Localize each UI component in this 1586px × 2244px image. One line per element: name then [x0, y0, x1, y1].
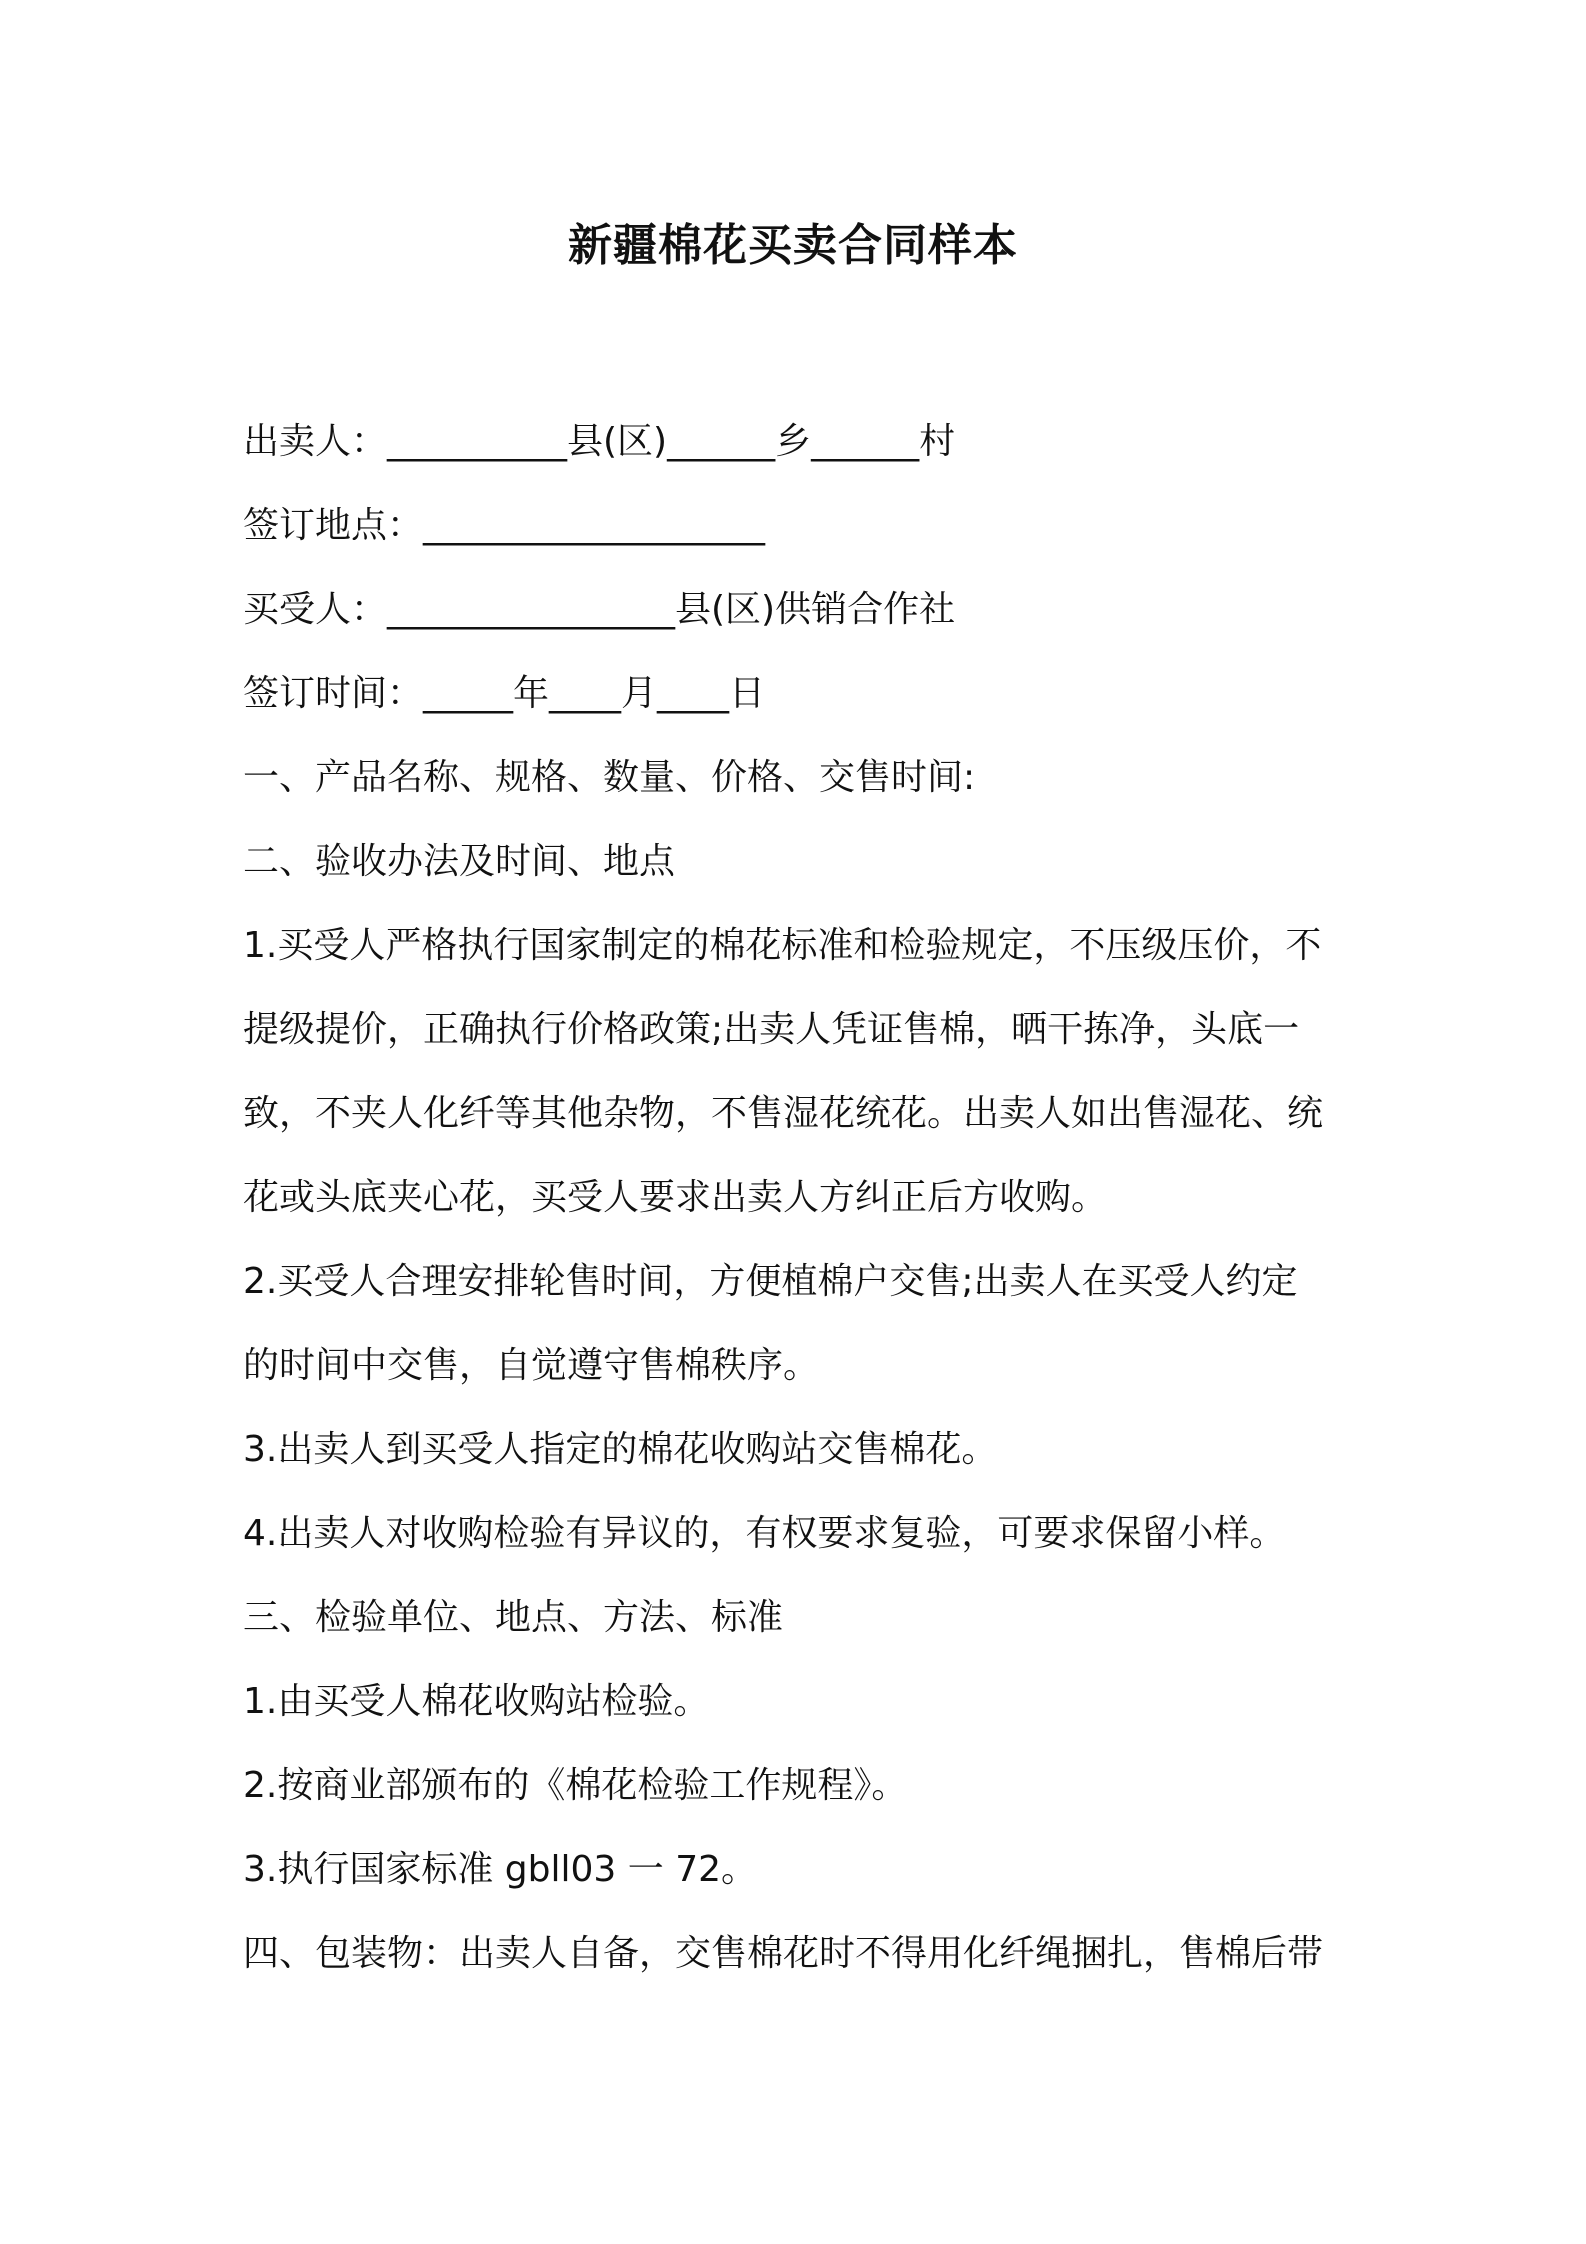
paragraph-line: 花或头底夹心花，买受人要求出卖人方纠正后方收购。	[243, 1177, 1108, 1218]
paragraph-line: 1.买受人严格执行国家制定的棉花标准和检验规定，不压级压价，不	[243, 925, 1322, 966]
paragraph-line: 提级提价，正确执行价格政策;出卖人凭证售棉，晒干拣净，头底一	[243, 1009, 1300, 1050]
section-heading: 四、包装物：出卖人自备，交售棉花时不得用化纤绳捆扎，售棉后带	[243, 1933, 1324, 1974]
buyer-line: 买受人：________________县(区)供销合作社	[243, 589, 956, 630]
paragraph-line: 2.买受人合理安排轮售时间，方便植棉户交售;出卖人在买受人约定	[243, 1261, 1298, 1302]
seller-line: 出卖人：__________县(区)______乡______村	[243, 421, 956, 462]
section-heading: 二、验收办法及时间、地点	[243, 841, 676, 882]
paragraph-line: 4.出卖人对收购检验有异议的，有权要求复验，可要求保留小样。	[243, 1513, 1286, 1554]
paragraph-line: 3.出卖人到买受人指定的棉花收购站交售棉花。	[243, 1429, 998, 1470]
document-title: 新疆棉花买卖合同样本	[568, 220, 1018, 271]
section-heading: 一、产品名称、规格、数量、价格、交售时间:	[243, 757, 976, 798]
section-heading: 三、检验单位、地点、方法、标准	[243, 1597, 784, 1638]
document-body	[243, 400, 1363, 1996]
paragraph-line: 致，不夹人化纤等其他杂物，不售湿花统花。出卖人如出售湿花、统	[243, 1093, 1324, 1134]
paragraph-line: 3.执行国家标准 gbll03 一 72。	[243, 1849, 758, 1890]
signing-place-line: 签订地点：___________________	[243, 505, 766, 546]
paragraph-line: 1.由买受人棉花收购站检验。	[243, 1681, 710, 1722]
paragraph-line: 的时间中交售，自觉遵守售棉秩序。	[243, 1345, 820, 1386]
signing-date-line: 签订时间：_____年____月____日	[243, 673, 766, 714]
paragraph-line: 2.按商业部颁布的《棉花检验工作规程》。	[243, 1765, 908, 1806]
